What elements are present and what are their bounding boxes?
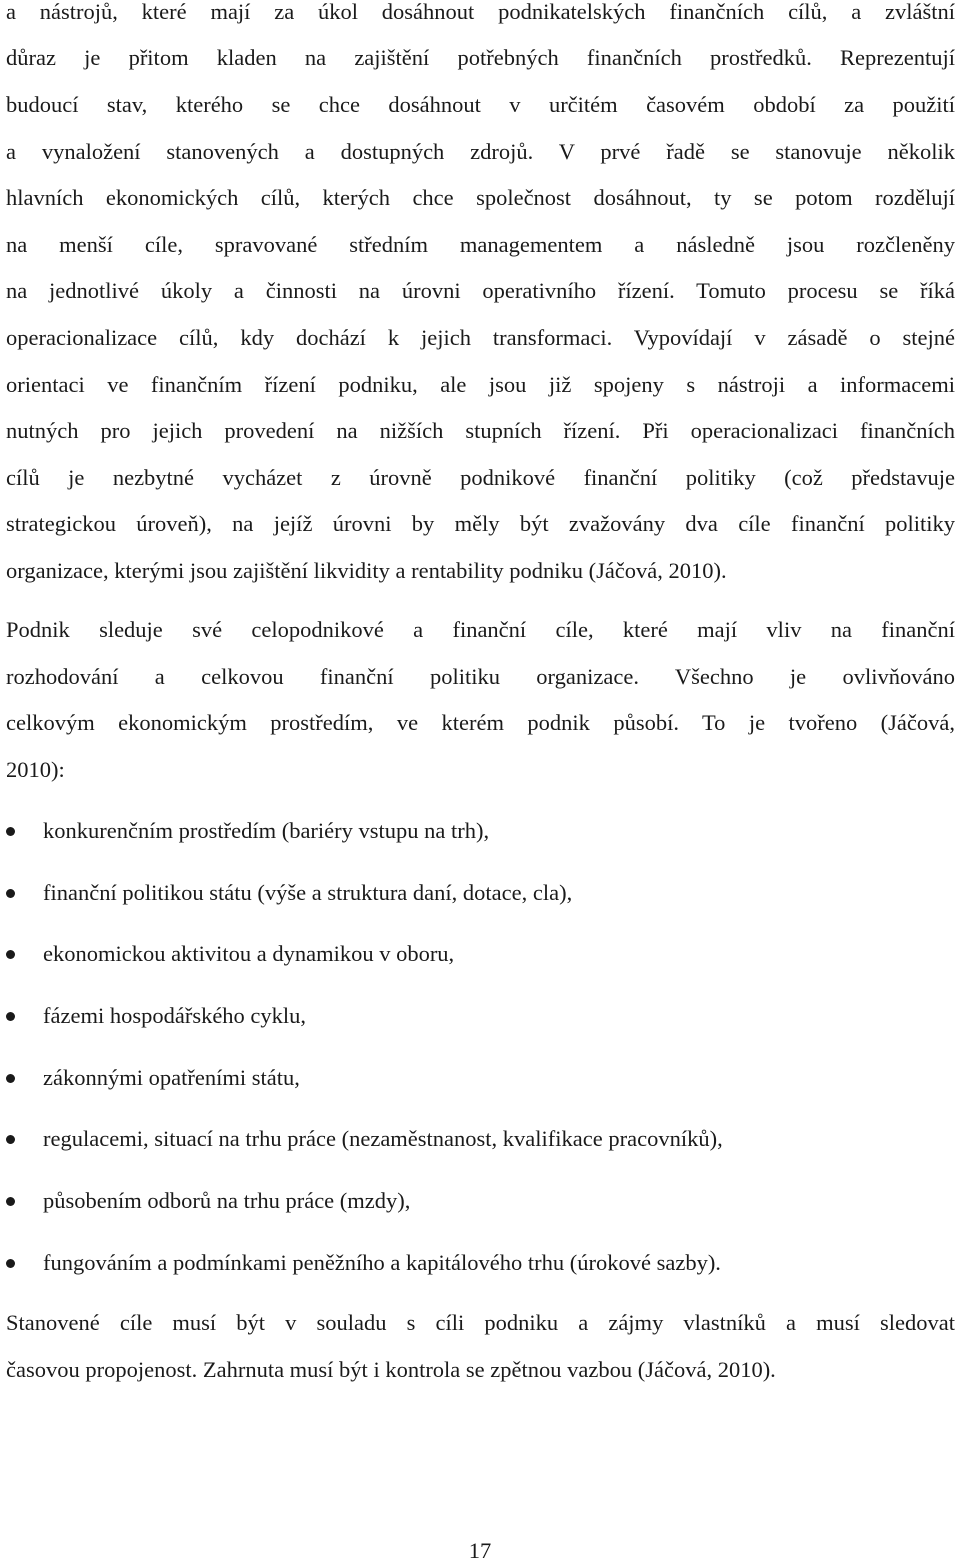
list-item	[6, 1246, 955, 1280]
paragraph-line: strategickou úroveň), na jejíž úrovni by měly být zvažovány dva cíle finanční politiky	[6, 511, 955, 536]
paragraph-line: rozhodování a celkovou finanční politiku organizace. Všechno je ovlivňováno	[6, 664, 955, 689]
paragraph-line: celkovým ekonomickým prostředím, ve kterém podnik působí. To je tvořeno (Jáčová,	[6, 710, 955, 735]
list-item	[6, 1184, 955, 1218]
list-item	[6, 999, 955, 1033]
paragraph-line: Stanovené cíle musí být v souladu s cíli podniku a zájmy vlastníků a musí sledovat	[6, 1310, 955, 1335]
bullet-icon	[6, 1197, 15, 1206]
bullet-icon	[6, 1074, 15, 1083]
bullet-icon	[6, 827, 15, 836]
list-item	[6, 937, 955, 971]
list-item	[6, 1122, 955, 1156]
paragraph-line: časovou propojenost. Zahrnuta musí být i kontrola se zpětnou vazbou (Jáčová, 2010).	[6, 1357, 776, 1382]
paragraph-line: organizace, kterými jsou zajištění likvidity a rentability podniku (Jáčová, 2010).	[6, 558, 727, 583]
paragraph-line: na jednotlivé úkoly a činnosti na úrovni operativního řízení. Tomuto procesu se říká	[6, 278, 955, 303]
bullet-icon	[6, 950, 15, 959]
list-item	[6, 1061, 955, 1095]
list-item-text: regulacemi, situací na trhu práce (nezaměstnanost, kvalifikace pracovníků),	[43, 1126, 723, 1151]
paragraph-line: operacionalizace cílů, kdy dochází k jejich transformaci. Vypovídají v zásadě o stejné	[6, 325, 955, 350]
bullet-icon	[6, 1259, 15, 1268]
paragraph-line: a nástrojů, které mají za úkol dosáhnout podnikatelských finančních cílů, a zvláštní	[6, 0, 955, 24]
list-item-text: fungováním a podmínkami peněžního a kapitálového trhu (úrokové sazby).	[43, 1250, 721, 1275]
list-item-text: ekonomickou aktivitou a dynamikou v oboru,	[43, 941, 455, 966]
paragraph-line: 2010):	[6, 757, 65, 782]
paragraph-line: nutných pro jejich provedení na nižších stupních řízení. Při operacionalizaci finančních	[6, 418, 955, 443]
list-item-text: finanční politikou státu (výše a struktura daní, dotace, cla),	[43, 880, 573, 905]
paragraph-line: Podnik sleduje své celopodnikové a finanční cíle, které mají vliv na finanční	[6, 617, 955, 642]
bullet-icon	[6, 1135, 15, 1144]
paragraph-line: hlavních ekonomických cílů, kterých chce společnost dosáhnout, ty se potom rozdělují	[6, 185, 955, 210]
list-item-text: fázemi hospodářského cyklu,	[43, 1003, 307, 1028]
paragraph-line: na menší cíle, spravované středním managementem a následně jsou rozčleněny	[6, 232, 955, 257]
paragraph-line: budoucí stav, kterého se chce dosáhnout v určitém časovém období za použití	[6, 92, 955, 117]
paragraph-line: a vynaložení stanovených a dostupných zdrojů. V prvé řadě se stanovuje několik	[6, 139, 955, 164]
list-item	[6, 814, 955, 848]
list-item-text: konkurenčním prostředím (bariéry vstupu na trh),	[43, 818, 490, 843]
bullet-icon	[6, 889, 15, 898]
paragraph-line: důraz je přitom kladen na zajištění potřebných finančních prostředků. Reprezentují	[6, 45, 955, 70]
paragraph-line: orientaci ve finančním řízení podniku, ale jsou již spojeny s nástroji a informacemi	[6, 372, 955, 397]
page-number: 17	[468, 1538, 492, 1563]
paragraph-line: cílů je nezbytné vycházet z úrovně podnikové finanční politiky (což představuje	[6, 465, 955, 490]
bullet-icon	[6, 1012, 15, 1021]
list-item-text: zákonnými opatřeními státu,	[43, 1065, 300, 1090]
list-item	[6, 876, 955, 910]
list-item-text: působením odborů na trhu práce (mzdy),	[43, 1188, 411, 1213]
